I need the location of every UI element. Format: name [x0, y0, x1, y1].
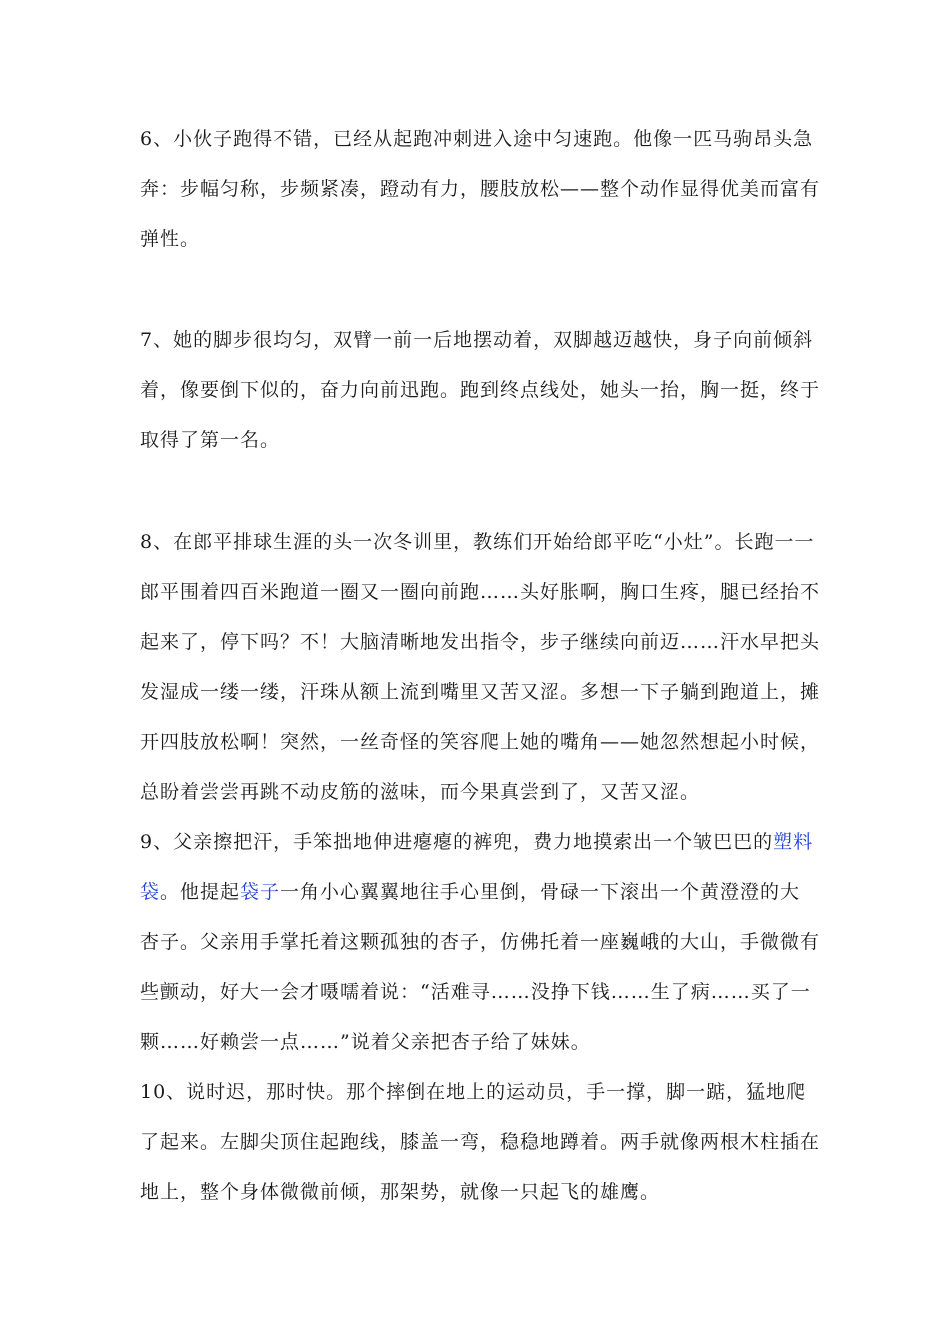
paragraph-9-text-2: 。他提起: [160, 881, 241, 903]
paragraph-9: [140, 817, 820, 1067]
paragraph-10: 10、说时迟，那时快。那个摔倒在地上的运动员，手一撑，脚一踮，猛地爬了起来。左脚尖顶住起跑线，膝盖一弯，稳稳地蹲着。两手就像两根木柱插在地上，整个身体微微前倾，那架势，就像一只起飞的雄鹰。: [140, 1081, 821, 1203]
paragraph-9-text-1: 9、父亲擦把汗，手笨拙地伸进瘪瘪的裤兜，费力地摸索出一个皱巴巴的: [140, 831, 774, 853]
paragraph-7: 7、她的脚步很均匀，双臂一前一后地摆动着，双脚越迈越快，身子向前倾斜着，像要倒下似的，奋力向前迅跑。跑到终点线处，她头一抬，胸一挺，终于取得了第一名。: [140, 329, 821, 451]
paragraph-6: 6、小伙子跑得不错，已经从起跑冲刺进入途中匀速跑。他像一匹马驹昂头急奔：步幅匀称，步频紧凑，蹬动有力，腰肢放松——整个动作显得优美而富有弹性。: [140, 128, 821, 250]
paragraph-8: 8、在郎平排球生涯的头一次冬训里，教练们开始给郎平吃“小灶”。长跑一一郎平围着四百米跑道一圈又一圈向前跑……头好胀啊，胸口生疼，腿已经抬不起来了，停下吗？不！大脑清晰地发出指令，步子继续向前迈……汗水早把头发湿成一缕一缕，汗珠从额上流到嘴里又苦又涩。多想一下子躺到跑道上，摊开四肢放松啊！突然，一丝奇怪的笑容爬上她的嘴角——她忽然想起小时候，总盼着尝尝再跳不动皮筋的滋味，而今果真尝到了，又苦又涩。: [140, 531, 821, 803]
plastic-bag-link[interactable]: 塑料袋: [140, 831, 814, 903]
paragraph-9-text-3: 一角小心翼翼地往手心里倒，骨碌一下滚出一个黄澄澄的大杏子。父亲用手掌托着这颗孤独的杏子，仿佛托着一座巍峨的大山，手微微有些颤动，好大一会才嗫嚅着说：“活难寻……没挣下钱……生了病……买了一颗……好赖尝一点……”说着父亲把杏子给了妹妹。: [140, 881, 821, 1053]
bag-link[interactable]: 袋子: [240, 881, 281, 903]
